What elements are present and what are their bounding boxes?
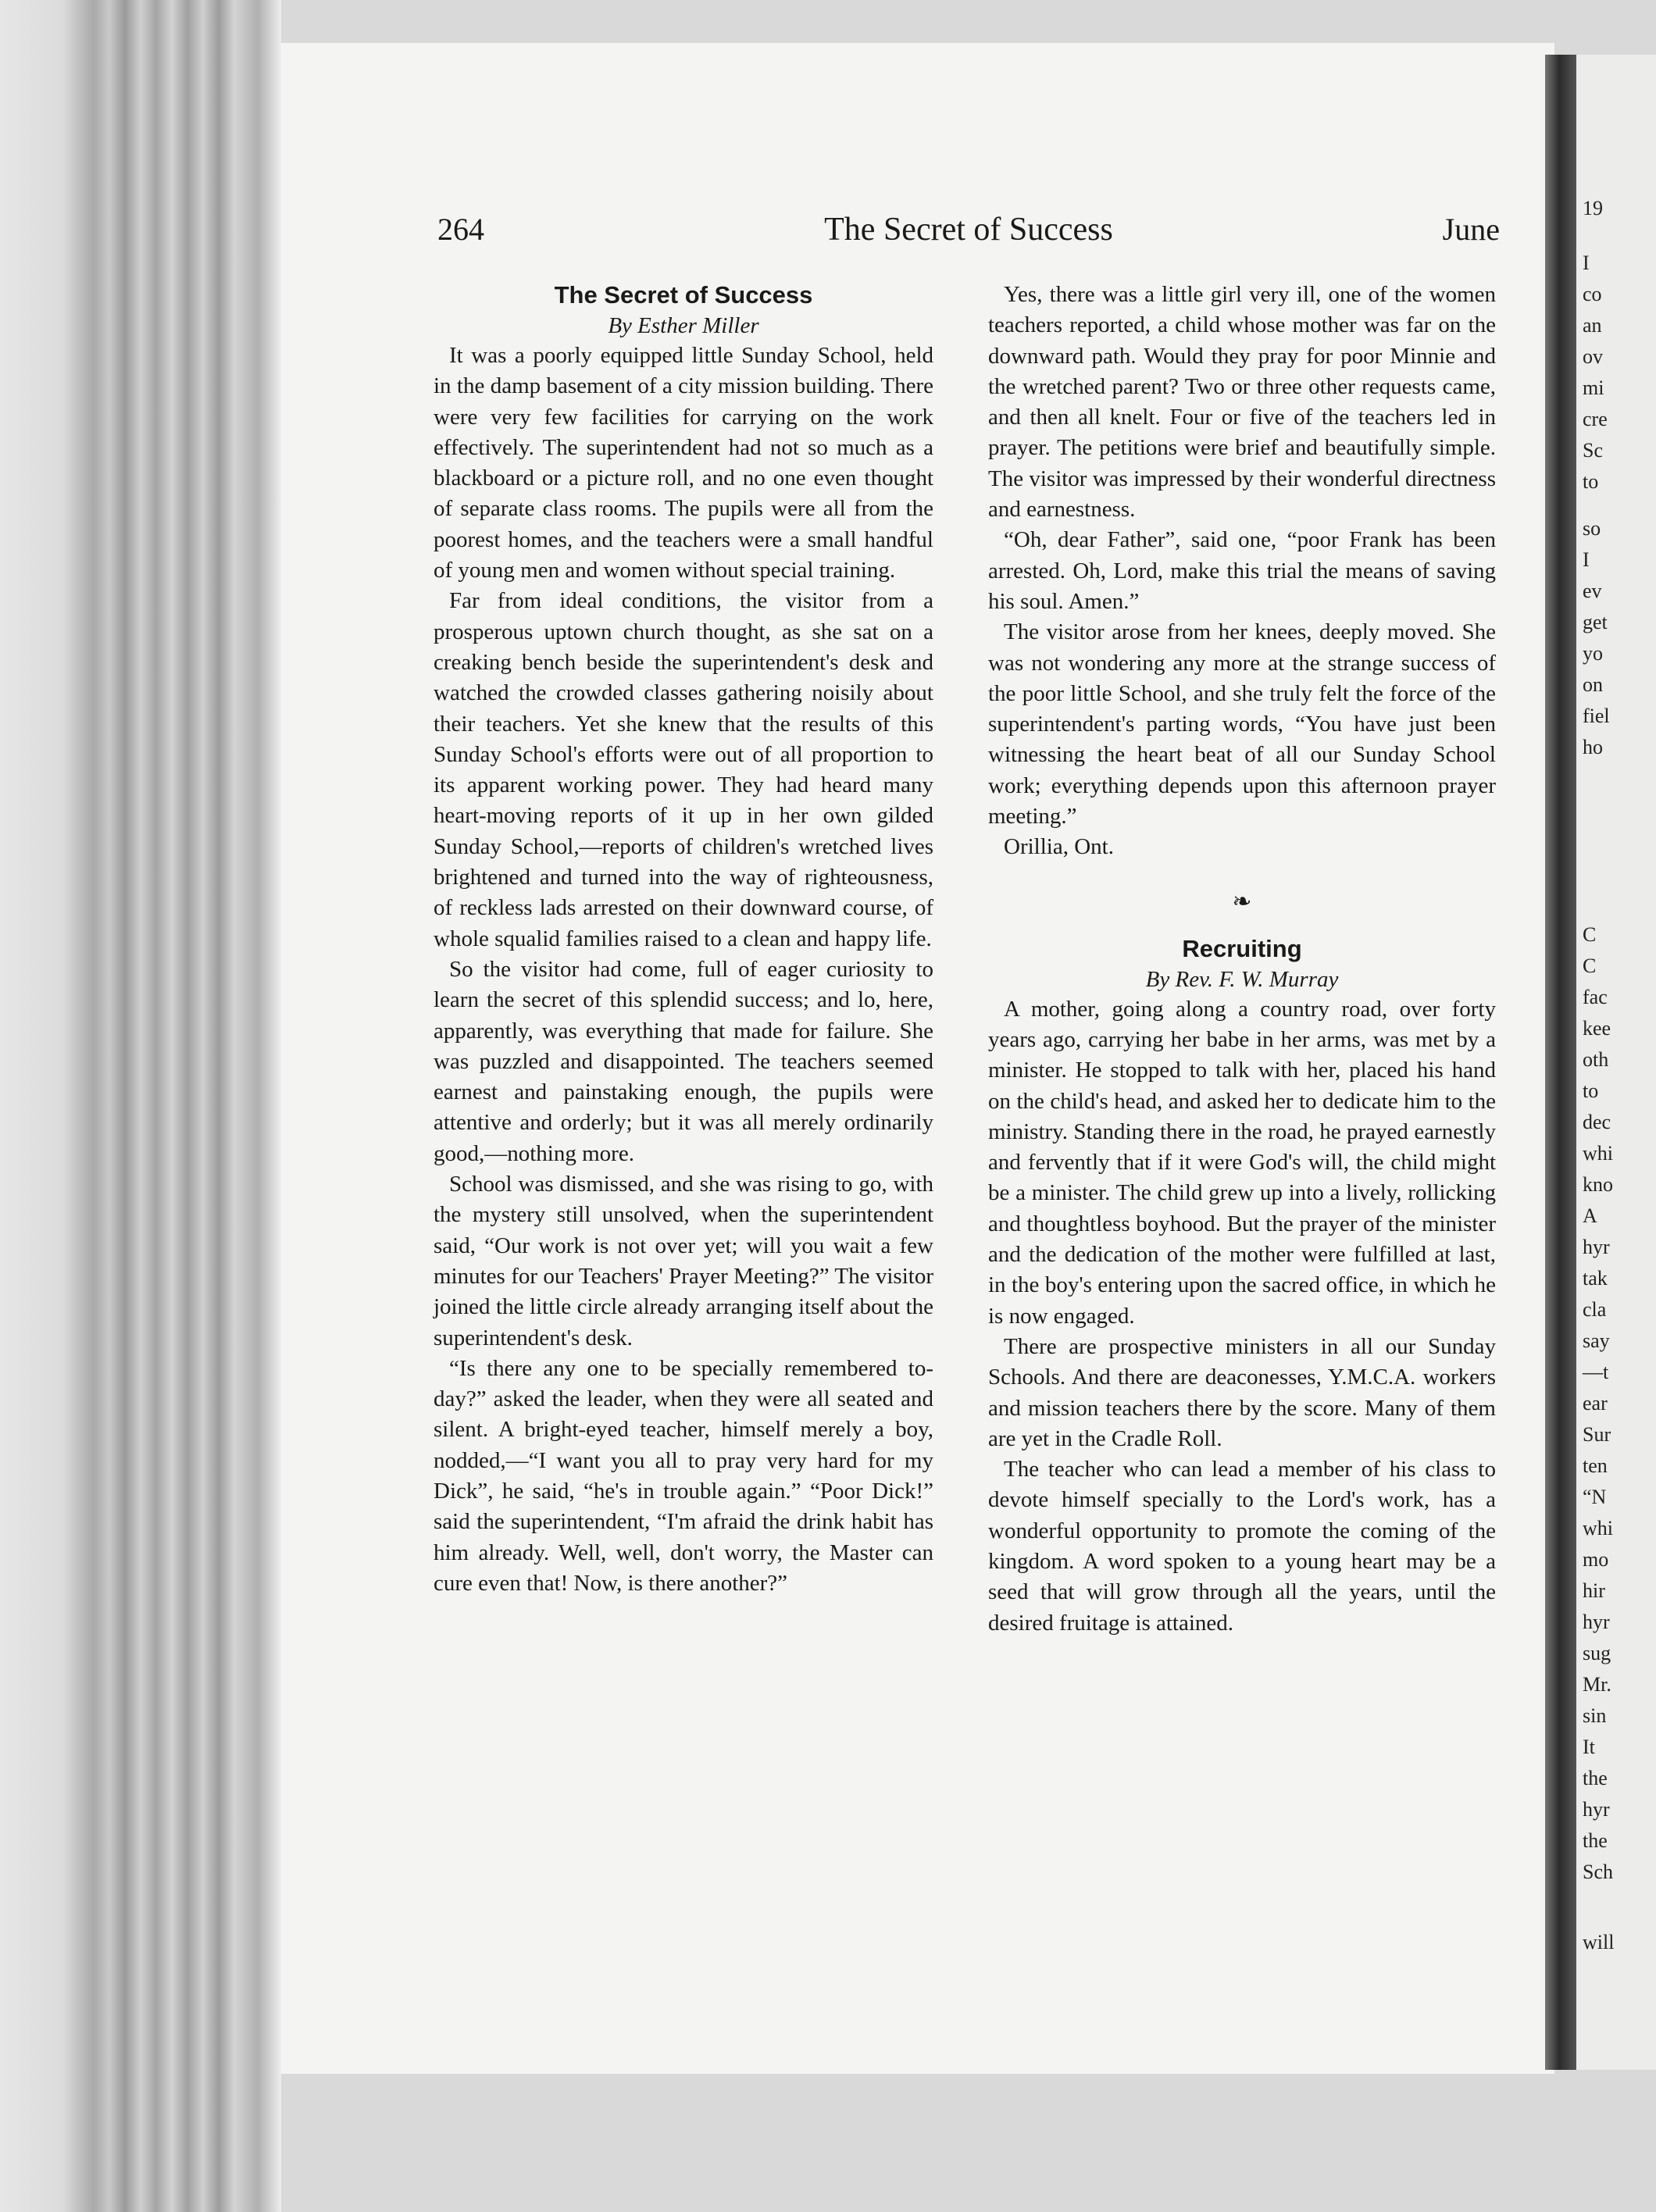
paragraph: “Is there any one to be specially remembered to-day?” asked the leader, when they were all seated and silent. A bright-eyed teacher, himself merely a boy, nodded,—“I want you all to pray very hard for my Dick”, he said, “he's in trouble again.” “Poor Dick!” said the superintendent, “I'm afraid the drink habit has him already. Well, well, don't worry, the Master can cure even that! Now, is there another?”	[434, 1355, 933, 1596]
ornament-icon: ❧	[1232, 888, 1252, 915]
left-column	[434, 280, 933, 1599]
next-page-fragment: get	[1583, 611, 1608, 633]
book-fore-edge	[0, 0, 281, 2212]
next-page-fragment: co	[1583, 283, 1602, 305]
paragraph: School was dismissed, and she was rising to go, with the mystery still unsolved, when the superintendent said, “Our work is not over yet; will you wait a few minutes for our Teachers' Prayer Meeting?” The visitor joined the little circle already arranging itself about the superintendent's desk.	[434, 1172, 933, 1350]
next-page-fragment: sin	[1583, 1704, 1607, 1727]
article-byline: By Rev. F. W. Murray	[1145, 966, 1339, 992]
next-page-fragment: say	[1583, 1329, 1610, 1352]
paragraph: It was a poorly equipped little Sunday School, held in the damp basement of a city mission building. There were very few facilities for carrying on the work effectively. The superintendent had not so much as a blackboard or a picture roll, and no one even thought of separate class rooms. The pupils were all from the poorest homes, and the teachers were a small handful of young men and women without special training.	[434, 343, 933, 583]
next-page-edge	[1576, 55, 1656, 2070]
next-page-fragment: dec	[1583, 1111, 1611, 1133]
next-page-fragment: ten	[1583, 1454, 1608, 1477]
next-page-fragment: kee	[1583, 1017, 1611, 1040]
paragraph: “Oh, dear Father”, said one, “poor Frank has been arrested. Oh, Lord, make this trial the means of saving his soul. Amen.”	[988, 527, 1496, 614]
next-page-fragment: tak	[1583, 1267, 1608, 1290]
next-page-fragment: so	[1583, 517, 1601, 540]
next-page-fragment: on	[1583, 673, 1603, 696]
next-page-fragment: fiel	[1583, 705, 1610, 727]
next-page-fragment: ear	[1583, 1392, 1608, 1415]
next-page-fragment: mo	[1583, 1548, 1609, 1571]
next-page-fragment: Sur	[1583, 1423, 1611, 1446]
next-page-fragment: C	[1583, 954, 1597, 977]
next-page-fragment: yo	[1583, 642, 1603, 665]
next-page-fragment: ev	[1583, 580, 1602, 602]
right-column	[988, 280, 1496, 1639]
next-page-fragment: I	[1583, 548, 1590, 571]
next-page-fragment: It	[1583, 1736, 1595, 1758]
next-page-fragment: Sch	[1583, 1861, 1613, 1883]
page-number: 264	[437, 212, 484, 247]
paragraph: A mother, going along a country road, over forty years ago, carrying her babe in her arms, was met by a minister. He stopped to talk with her, placed his hand on the child's head, and asked her to dedicate him to the ministry. Standing there in the road, he prayed earnestly and fervently that if it were God's will, the child might be a minister. The child grew up into a lively, rollicking and thoughtless boyhood. But the prayer of the minister and the dedication of the mother were fulfilled at last, in the boy's entering upon the sacred office, in which he is now engaged.	[988, 996, 1496, 1329]
next-page-fragment: whi	[1583, 1142, 1613, 1165]
next-page-fragment: —t	[1583, 1361, 1609, 1383]
header-month: June	[1442, 212, 1500, 247]
next-page-fragment: whi	[1583, 1517, 1613, 1539]
next-page-fragment: to	[1583, 470, 1599, 493]
paragraph: So the visitor had come, full of eager curiosity to learn the secret of this splendid success; and lo, here, apparently, was everything that made for failure. She was puzzled and disappointed. The teachers seemed earnest and painstaking enough, the pupils were attentive and orderly; but it was all merely ordinarily good,—nothing more.	[434, 956, 933, 1166]
paragraph: The visitor arose from her knees, deeply moved. She was not wondering any more at the strange success of the poor little School, and she truly felt the force of the superintendent's parting words, “You have just been witnessing the heart beat of all our Sunday School work; everything depends upon this afternoon prayer meeting.”	[988, 619, 1496, 830]
next-page-fragment: the	[1583, 1767, 1608, 1789]
next-page-fragment: fac	[1583, 986, 1608, 1008]
article-byline: By Esther Miller	[608, 313, 759, 338]
next-page-fragment: hyr	[1583, 1798, 1610, 1821]
next-page-fragment: ho	[1583, 736, 1603, 758]
article-signoff: Orillia, Ont.	[1004, 834, 1114, 860]
paragraph: The teacher who can lead a member of his class to devote himself specially to the Lord's work, has a wonderful opportunity to promote the coming of the kingdom. A word spoken to a young heart may be a seed that will grow through all the years, until the desired fruitage is attained.	[988, 1457, 1496, 1636]
next-page-fragment: ov	[1583, 345, 1603, 368]
book-gutter	[1545, 55, 1576, 2070]
next-page-fragment: the	[1583, 1829, 1608, 1852]
next-page-fragment: hyr	[1583, 1236, 1610, 1258]
next-page-fragment: cla	[1583, 1298, 1607, 1321]
page-header	[437, 211, 1500, 258]
paragraph: Far from ideal conditions, the visitor from a prosperous uptown church thought, as she sat on a creaking bench beside the superintendent's desk and watched the crowded classes gathering noisily about their teachers. Yet she knew that the results of this Sunday School's efforts were out of all proportion to its apparent working power. They had heard many heart-moving reports of it up in her own gilded Sunday School,—reports of children's wretched lives brightened and turned into the way of righteousness, of reckless lads arrested on their downward course, of whole squalid families raised to a clean and happy life.	[434, 588, 933, 951]
next-page-fragment: to	[1583, 1079, 1599, 1102]
next-page-fragment: hir	[1583, 1579, 1605, 1602]
next-page-fragment: Mr.	[1583, 1673, 1611, 1696]
article-title: The Secret of Success	[554, 281, 813, 309]
paragraph: There are prospective ministers in all our Sunday Schools. And there are deaconesses, Y.M.C.A. workers and mission teachers there by the score. Many of them are yet in the Cradle Roll.	[988, 1333, 1496, 1451]
next-page-fragment: C	[1583, 923, 1597, 946]
next-page-fragment: mi	[1583, 376, 1604, 399]
next-page-fragment: I	[1583, 252, 1590, 274]
next-page-fragment: oth	[1583, 1048, 1609, 1071]
next-page-fragment: A	[1583, 1204, 1597, 1227]
next-page-fragment: sug	[1583, 1642, 1611, 1664]
next-page-fragment: “N	[1583, 1486, 1607, 1508]
article-title: Recruiting	[1182, 934, 1302, 962]
paragraph: Yes, there was a little girl very ill, one of the women teachers reported, a child whose mother was far on the downward path. Would they pray for poor Minnie and the wretched parent? Two or three other requests came, and then all knelt. Four or five of the teachers led in prayer. The petitions were brief and beautifully simple. The visitor was impressed by their wonderful directness and earnestness.	[988, 282, 1496, 523]
running-title: The Secret of Success	[824, 212, 1113, 248]
next-page-fragment: hyr	[1583, 1611, 1610, 1633]
next-page-fragment: an	[1583, 314, 1602, 337]
next-page-fragment: kno	[1583, 1173, 1613, 1196]
next-page-fragment: will	[1583, 1931, 1615, 1953]
next-page-fragment: Sc	[1583, 439, 1603, 462]
next-page-fragment: cre	[1583, 408, 1608, 430]
next-page-fragment: 19	[1583, 197, 1603, 219]
